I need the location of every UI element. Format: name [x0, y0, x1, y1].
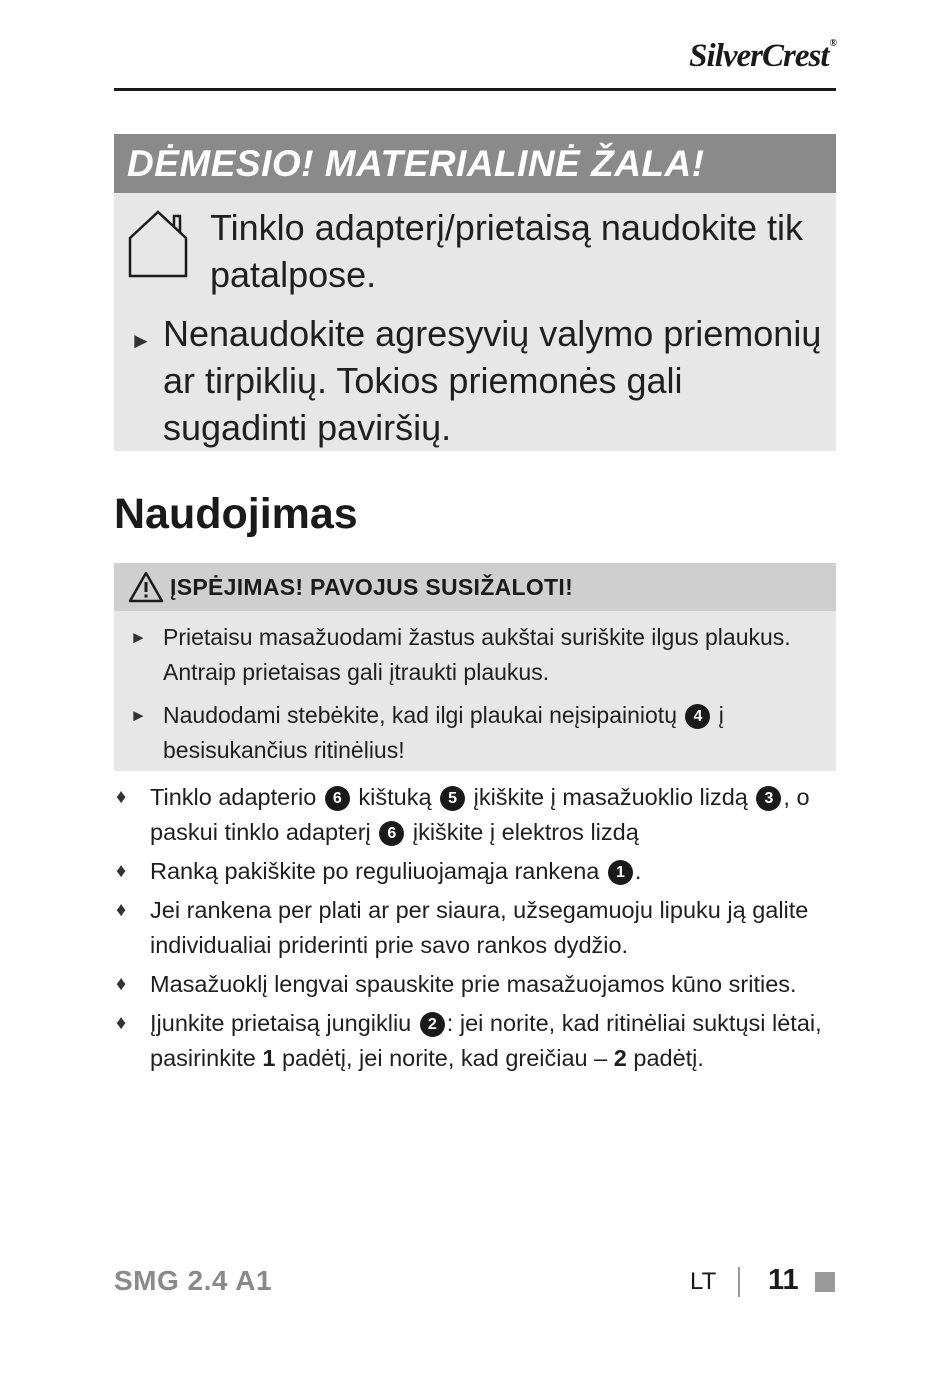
part-ref-badge: 6 [379, 821, 404, 846]
step-text: padėtį, jei norite, kad greičiau – [281, 1045, 608, 1071]
diamond-bullet: ♦ [116, 899, 127, 921]
warning-item [114, 620, 836, 690]
section-title: Naudojimas [114, 490, 358, 538]
bullet-arrow: ► [130, 706, 147, 725]
brand-name: SilverCrest [689, 38, 829, 74]
indoor-use-text: Tinklo adapterį/prietaisą naudokite tik patalpose. [210, 207, 803, 295]
warning-item [114, 698, 836, 768]
caution-bullet-arrow: ► [130, 328, 152, 353]
warning-item-text: Naudodami stebėkite, kad ilgi plaukai neįsipainiotų [163, 702, 677, 728]
part-ref-badge: 1 [608, 860, 633, 885]
step-item [114, 854, 836, 889]
registered-mark: ® [829, 38, 836, 49]
warning-header [114, 563, 836, 611]
step-text: padėtį. [633, 1045, 704, 1071]
step-text: Ranką pakiškite po reguliuojamąja rankena [150, 858, 600, 884]
page-number: 11 [768, 1264, 799, 1296]
part-ref-badge: 2 [420, 1012, 445, 1037]
step-text: įkiškite į elektros lizdą [412, 819, 639, 845]
step-text: kištuką [358, 784, 432, 810]
step-item [114, 967, 836, 1002]
warning-item-text: Prietaisu masažuodami žastus aukštai suriškite ilgus plaukus. Antraip prietaisas gali įtraukti plaukus. [163, 624, 791, 685]
part-ref-badge: 3 [756, 786, 781, 811]
diamond-bullet: ♦ [116, 860, 127, 882]
warning-list [114, 620, 836, 776]
page-marker-square [815, 1272, 835, 1292]
part-ref-badge: 4 [685, 704, 710, 729]
part-ref-badge: 6 [325, 786, 350, 811]
brand-logo [689, 38, 836, 75]
step-text: Įjunkite prietaisą jungikliu [150, 1010, 412, 1036]
bullet-arrow: ► [130, 628, 147, 647]
step-item [114, 780, 836, 850]
language-code: LT [690, 1268, 717, 1295]
warning-triangle-icon [128, 571, 164, 603]
warning-box [114, 563, 836, 771]
part-ref-badge: 5 [440, 786, 465, 811]
position-number: 1 [262, 1045, 276, 1071]
step-item [114, 893, 836, 963]
diamond-bullet: ♦ [116, 786, 127, 808]
footer-divider [738, 1267, 740, 1297]
step-text: Tinklo adapterio [150, 784, 317, 810]
warning-title: ĮSPĖJIMAS! PAVOJUS SUSIŽALOTI! [170, 573, 574, 600]
caution-box [114, 134, 836, 451]
step-text: įkiškite į masažuoklio lizdą [473, 784, 748, 810]
step-text: : jei norite, kad ritinėliai suktųsi lėtai, pasirinkite [150, 1010, 822, 1071]
diamond-bullet: ♦ [116, 1012, 127, 1034]
header-rule [114, 88, 836, 91]
model-number: SMG 2.4 A1 [114, 1265, 273, 1296]
position-number: 2 [613, 1045, 627, 1071]
step-text: , o paskui tinklo adapterį [150, 784, 810, 845]
house-indoor-icon [128, 208, 188, 278]
step-text: Jei rankena per plati ar per siaura, užsegamuoju lipuku ją galite individualiai priderinti prie savo rankos dydžio. [150, 897, 809, 958]
cleaning-warning-text: Nenaudokite agresyvių valymo priemonių ar tirpiklių. Tokios priemonės gali sugadinti paviršių. [163, 313, 822, 448]
usage-steps [114, 780, 836, 1080]
step-text: . [634, 858, 642, 884]
warning-item-text: į besisukančius ritinėlius! [163, 702, 724, 763]
step-item [114, 1006, 836, 1076]
step-text: Masažuoklį lengvai spauskite prie masažuojamos kūno srities. [150, 971, 797, 997]
diamond-bullet: ♦ [116, 973, 127, 995]
caution-title: DĖMESIO! MATERIALINĖ ŽALA! [114, 134, 836, 193]
